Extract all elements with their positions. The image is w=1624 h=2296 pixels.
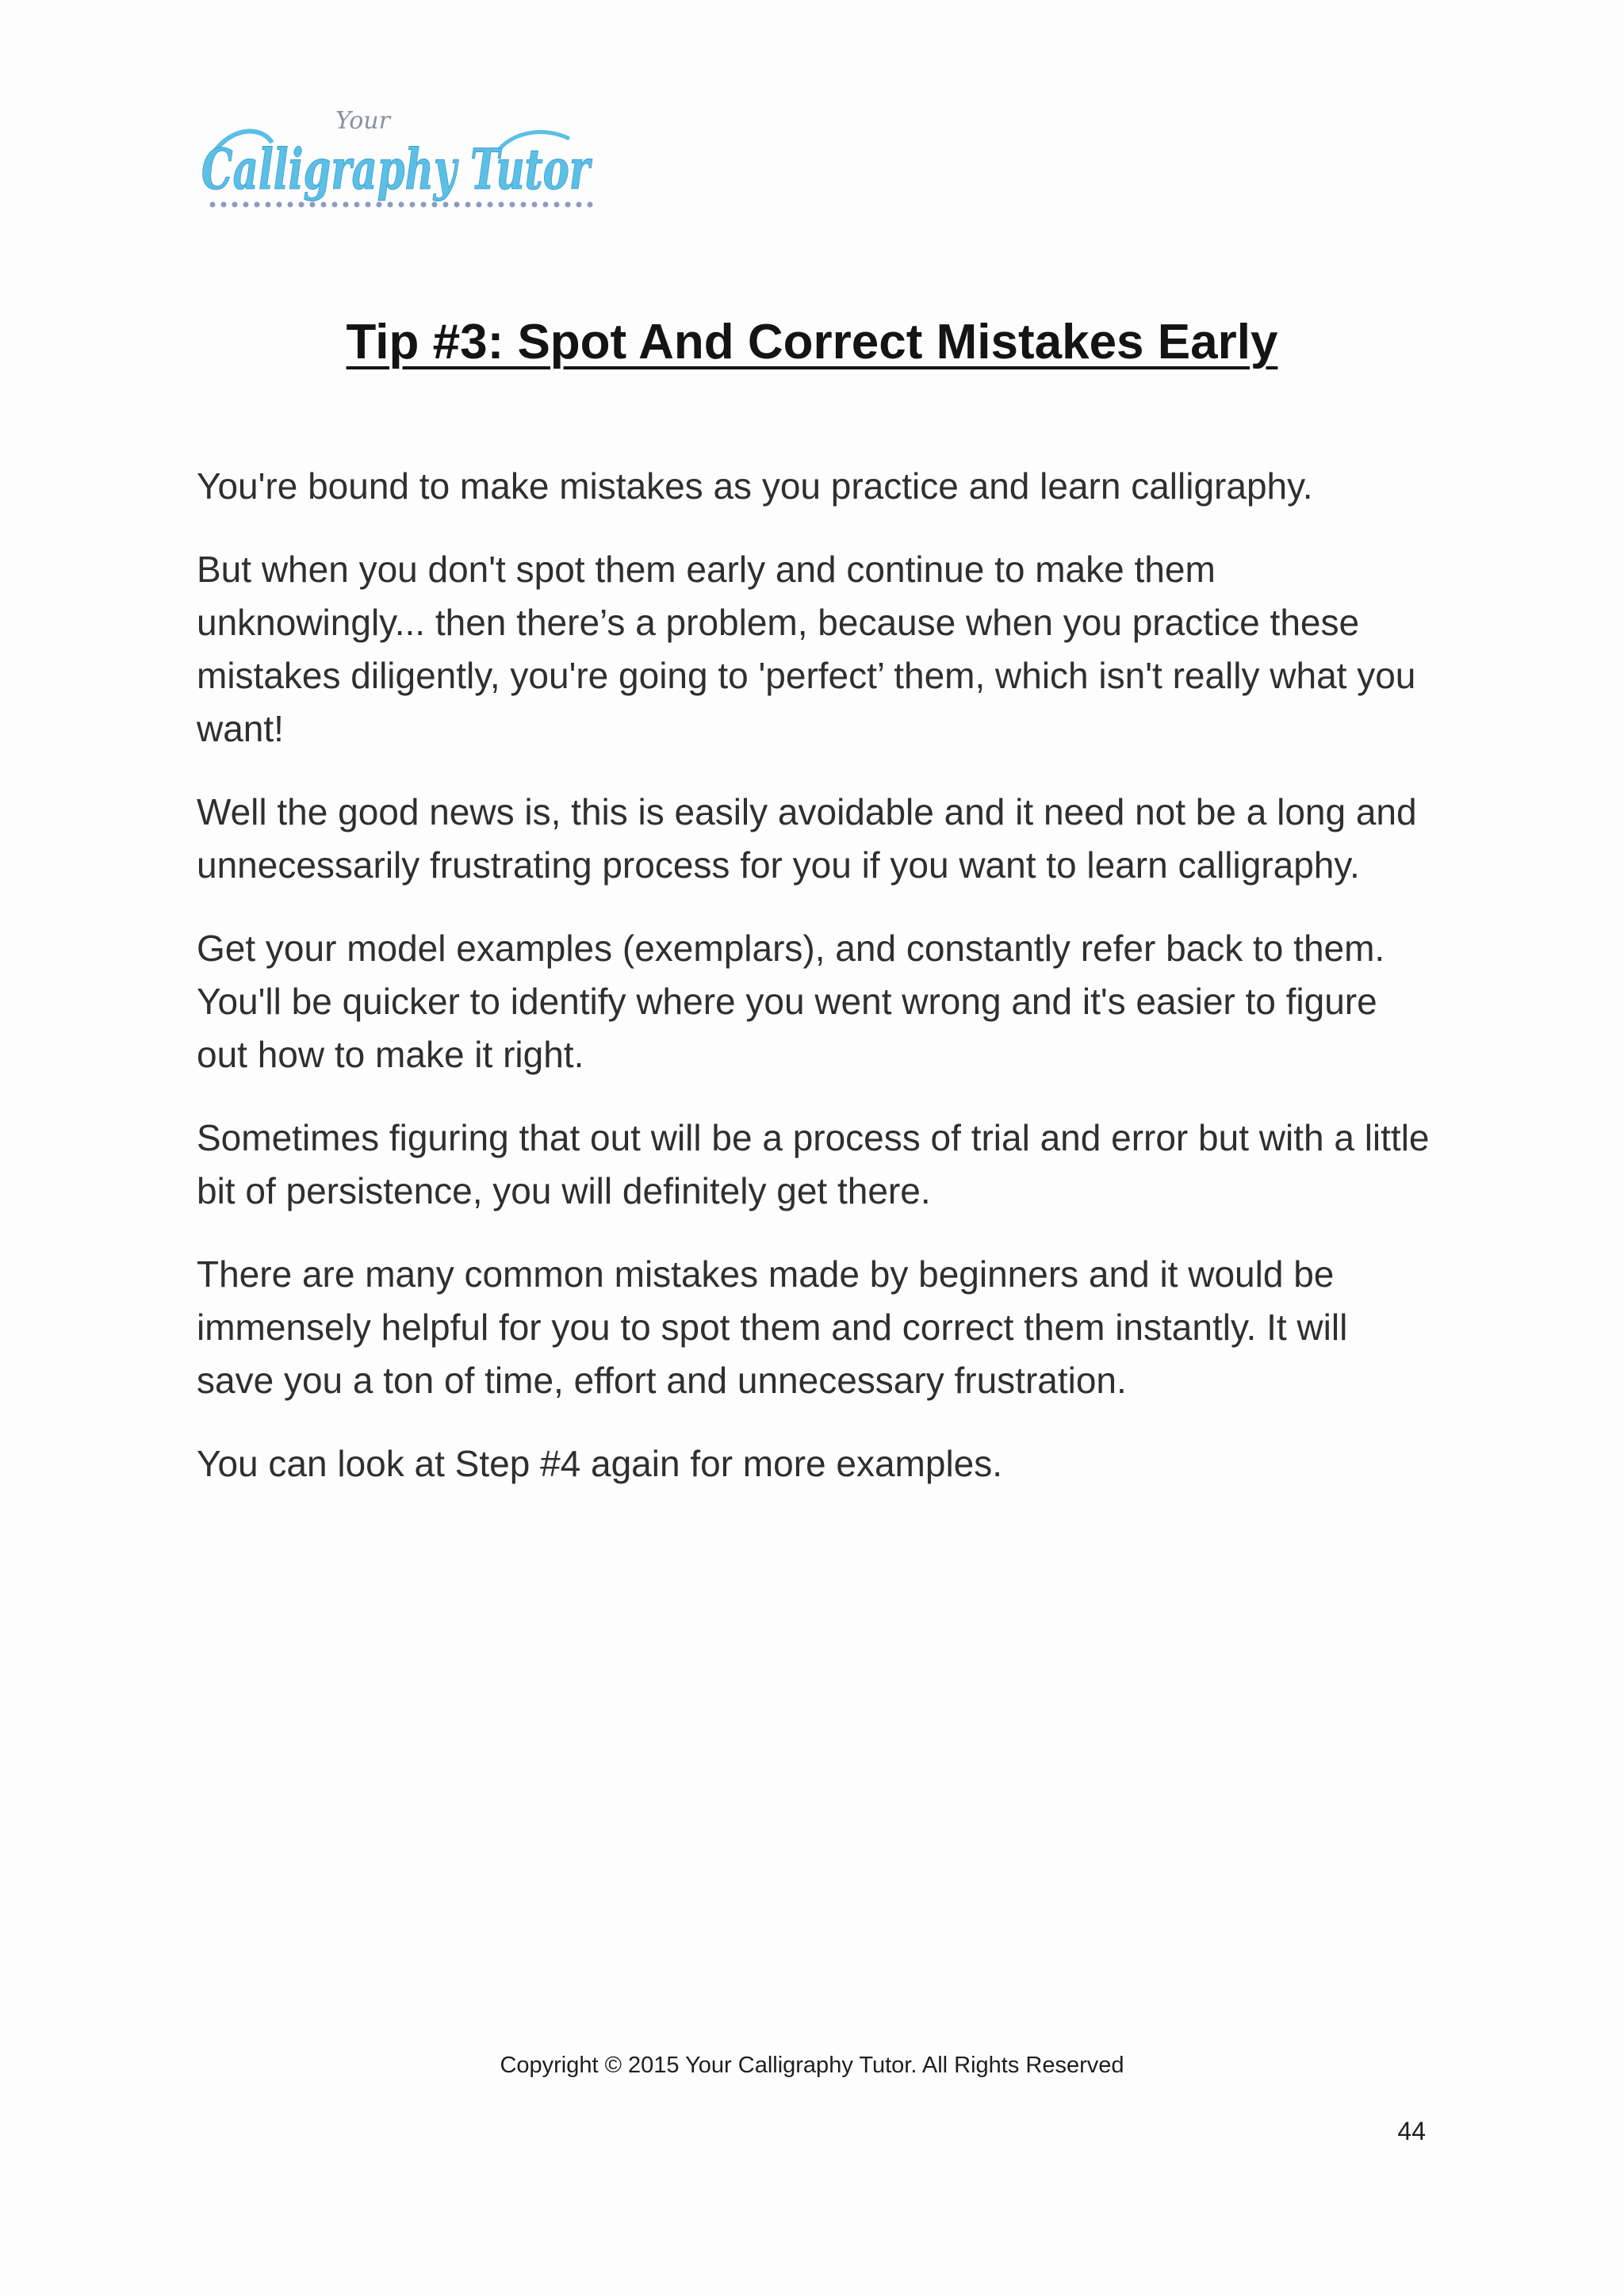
logo-graphic (197, 95, 601, 214)
copyright-footer: Copyright © 2015 Your Calligraphy Tutor. All Rights Reserved (500, 2053, 1124, 2078)
paragraph: But when you don't spot them early and continue to make them unknowingly... then there’s a problem, because when you practice these mistakes diligently, you're going to 'perfect’ them, which isn't really what you want! (197, 549, 1416, 749)
body-content (197, 460, 1434, 1521)
page-title-text: Tip #3: Spot And Correct Mistakes Early (346, 315, 1278, 369)
svg-text:Your: Your (335, 107, 390, 135)
paragraph: You're bound to make mistakes as you practice and learn calligraphy. (197, 465, 1313, 507)
svg-text:Calligraphy Tutor: Calligraphy Tutor (201, 136, 593, 202)
paragraph: There are many common mistakes made by beginners and it would be immensely helpful for you to spot them and correct them instantly. It will save you a ton of time, effort and unnecessary frustration. (197, 1253, 1348, 1401)
page-title (0, 311, 1624, 374)
paragraph: Get your model examples (exemplars), and constantly refer back to them. You'll be quicker to identify where you went wrong and it's easier to figure out how to make it right. (197, 928, 1385, 1075)
page-number: 44 (1397, 2117, 1426, 2145)
paragraph: Sometimes figuring that out will be a process of trial and error but with a little bit of persistence, you will definitely get there. (197, 1117, 1430, 1211)
calligraphy-tutor-logo (197, 95, 601, 214)
paragraph: Well the good news is, this is easily avoidable and it need not be a long and unnecessarily frustrating process for you if you want to learn calligraphy. (197, 791, 1417, 886)
paragraph: You can look at Step #4 again for more examples. (197, 1443, 1003, 1484)
